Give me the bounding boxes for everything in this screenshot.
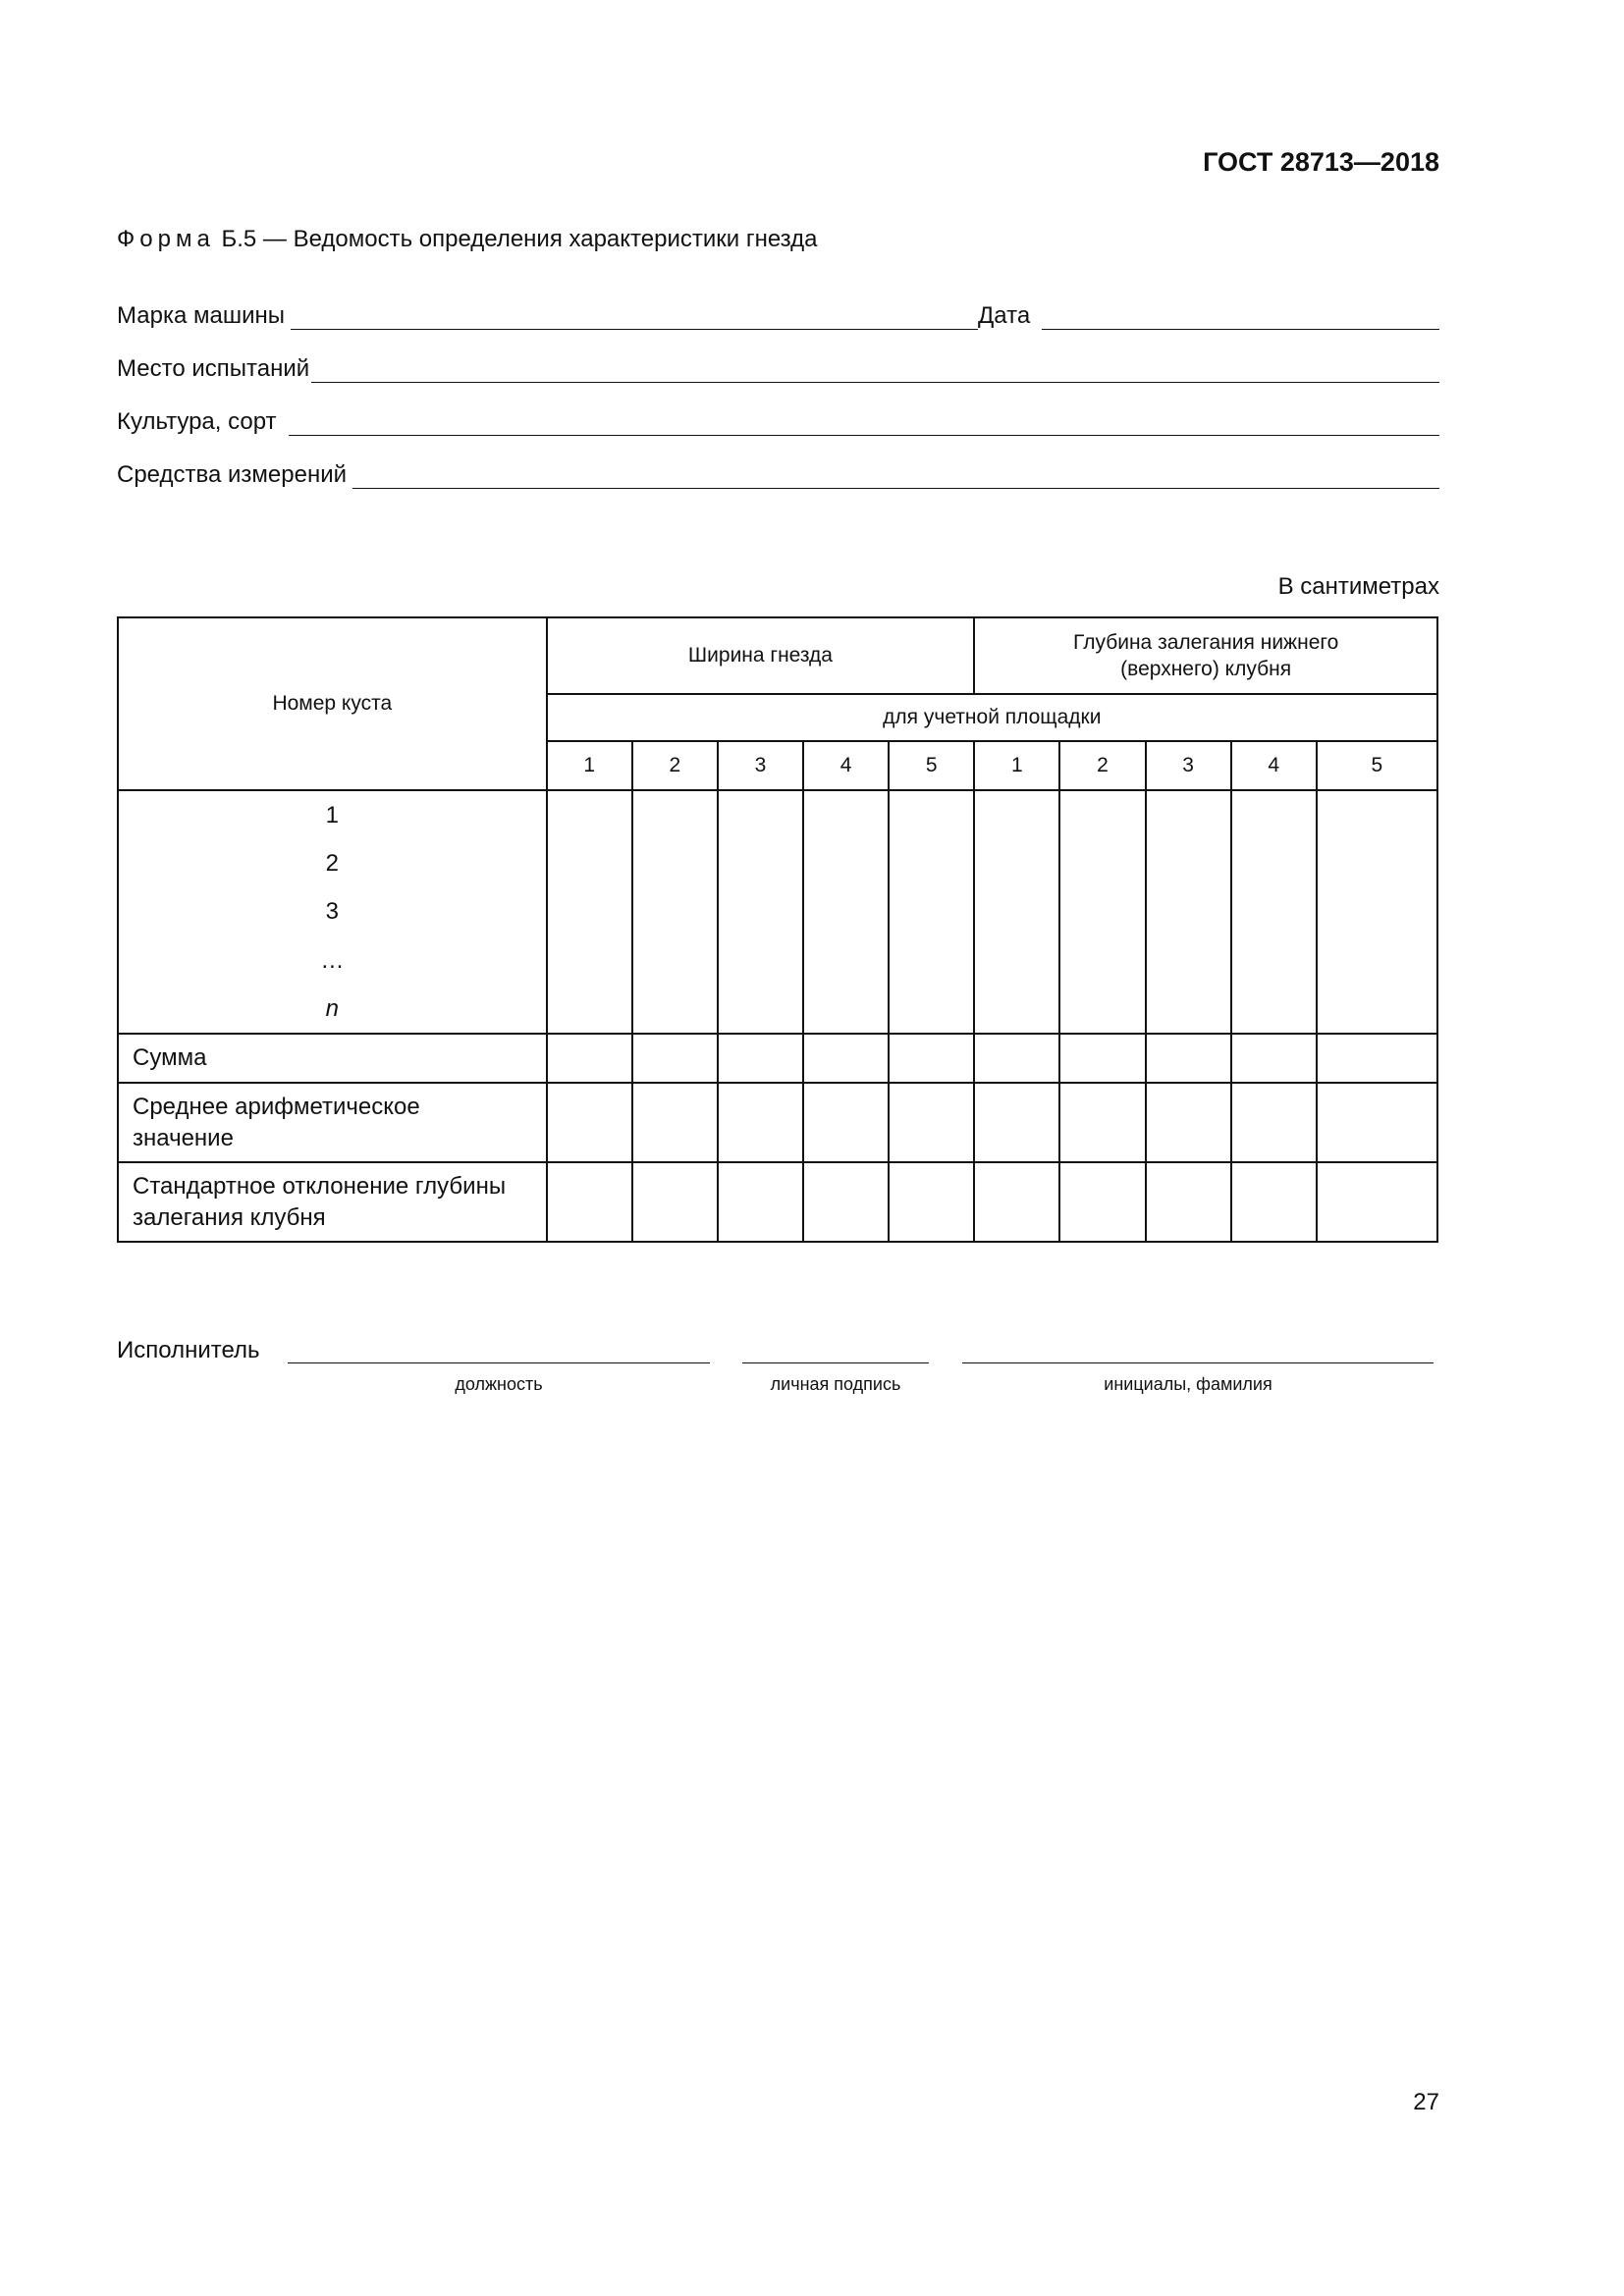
page-number: 27 [1413, 2089, 1439, 2115]
caption-signature: личная подпись [770, 1374, 901, 1394]
data-cell[interactable] [1317, 1083, 1437, 1162]
subcol-depth-4: 4 [1231, 741, 1317, 790]
data-cell[interactable] [718, 1083, 803, 1162]
data-cell[interactable] [632, 790, 718, 1034]
data-cell[interactable] [632, 1034, 718, 1083]
caption-name: инициалы, фамилия [1104, 1374, 1272, 1394]
measure-label: Средства измерений [117, 461, 348, 488]
data-cell[interactable] [889, 790, 974, 1034]
signer-label: Исполнитель [117, 1337, 260, 1363]
position-field[interactable] [288, 1362, 710, 1363]
data-cell[interactable] [889, 1034, 974, 1083]
data-cell[interactable] [1146, 1162, 1231, 1242]
data-cell[interactable] [547, 1162, 632, 1242]
data-cell[interactable] [1231, 1162, 1317, 1242]
data-cell[interactable] [803, 1034, 889, 1083]
subcol-width-5: 5 [889, 741, 974, 790]
bush-number: 1 [325, 802, 339, 828]
measurement-table [117, 616, 1438, 1243]
place-label: Место испытаний [117, 355, 310, 382]
date-field[interactable] [1042, 303, 1439, 330]
culture-label: Культура, сорт [117, 408, 277, 435]
form-title-prefix: Форма [117, 226, 215, 252]
data-cell[interactable] [974, 1083, 1059, 1162]
culture-field[interactable] [289, 409, 1439, 436]
bush-number: … [320, 946, 345, 974]
data-cell[interactable] [547, 1083, 632, 1162]
subcol-width-3: 3 [718, 741, 803, 790]
machine-field[interactable] [291, 303, 978, 330]
data-cell[interactable] [718, 790, 803, 1034]
data-cell[interactable] [1317, 1162, 1437, 1242]
name-field[interactable] [962, 1362, 1434, 1363]
date-label: Дата [978, 302, 1031, 329]
header-bush-number: Номер куста [118, 617, 547, 790]
data-cell[interactable] [1059, 1083, 1145, 1162]
header-tuber-depth: Глубина залегания нижнего (верхнего) клубня [974, 617, 1437, 694]
data-cell[interactable] [1059, 1162, 1145, 1242]
table-row-stddev [118, 1162, 1437, 1242]
data-cell[interactable] [1231, 1083, 1317, 1162]
row-label-stddev: Стандартное отклонение глубины залегания клубня [118, 1162, 547, 1242]
data-cell[interactable] [974, 1034, 1059, 1083]
subcol-width-1: 1 [547, 741, 632, 790]
unit-note: В сантиметрах [1277, 573, 1439, 600]
measure-field[interactable] [352, 462, 1439, 489]
place-field[interactable] [311, 356, 1439, 383]
subcol-depth-5: 5 [1317, 741, 1437, 790]
header-area: для учетной площадки [547, 694, 1437, 741]
data-cell[interactable] [547, 790, 632, 1034]
header-row-1 [118, 617, 1437, 694]
subcol-depth-1: 1 [974, 741, 1059, 790]
table-row-sum [118, 1034, 1437, 1083]
subcol-depth-3: 3 [1146, 741, 1231, 790]
header-nest-width: Ширина гнезда [547, 617, 975, 694]
data-cell[interactable] [803, 1083, 889, 1162]
data-cell[interactable] [1317, 1034, 1437, 1083]
bush-number-cell [118, 790, 547, 1034]
data-cell[interactable] [1146, 790, 1231, 1034]
data-cell[interactable] [718, 1162, 803, 1242]
machine-label: Марка машины [117, 302, 286, 329]
data-cell[interactable] [1317, 790, 1437, 1034]
data-cell[interactable] [1231, 1034, 1317, 1083]
data-cell[interactable] [889, 1162, 974, 1242]
subcol-width-2: 2 [632, 741, 718, 790]
data-cell[interactable] [632, 1162, 718, 1242]
row-label-mean: Среднее арифметическое значение [118, 1083, 547, 1162]
row-label-sum: Сумма [118, 1034, 547, 1083]
data-cell[interactable] [1059, 1034, 1145, 1083]
subcol-depth-2: 2 [1059, 741, 1145, 790]
document-code: ГОСТ 28713—2018 [1203, 147, 1439, 177]
signature-field[interactable] [742, 1362, 929, 1363]
table-row-bushes [118, 790, 1437, 1034]
data-cell[interactable] [974, 1162, 1059, 1242]
data-cell[interactable] [1059, 790, 1145, 1034]
data-cell[interactable] [1146, 1083, 1231, 1162]
data-cell[interactable] [547, 1034, 632, 1083]
bush-number: 2 [325, 850, 339, 878]
form-title-text: Б.5 — Ведомость определения характеристики гнезда [214, 226, 818, 252]
bush-number: 3 [325, 898, 339, 926]
field-row-place [117, 349, 1439, 383]
data-cell[interactable] [1231, 790, 1317, 1034]
table-row-mean [118, 1083, 1437, 1162]
data-cell[interactable] [803, 1162, 889, 1242]
data-cell[interactable] [718, 1034, 803, 1083]
form-title [117, 226, 818, 253]
bush-number: n [325, 994, 339, 1022]
field-row-measure [117, 455, 1439, 489]
data-cell[interactable] [974, 790, 1059, 1034]
field-row-machine [117, 296, 1439, 330]
caption-position: должность [455, 1374, 543, 1394]
data-cell[interactable] [889, 1083, 974, 1162]
data-cell[interactable] [803, 790, 889, 1034]
data-cell[interactable] [632, 1083, 718, 1162]
subcol-width-4: 4 [803, 741, 889, 790]
bush-number-list [119, 791, 546, 1033]
data-cell[interactable] [1146, 1034, 1231, 1083]
field-row-culture [117, 402, 1439, 436]
